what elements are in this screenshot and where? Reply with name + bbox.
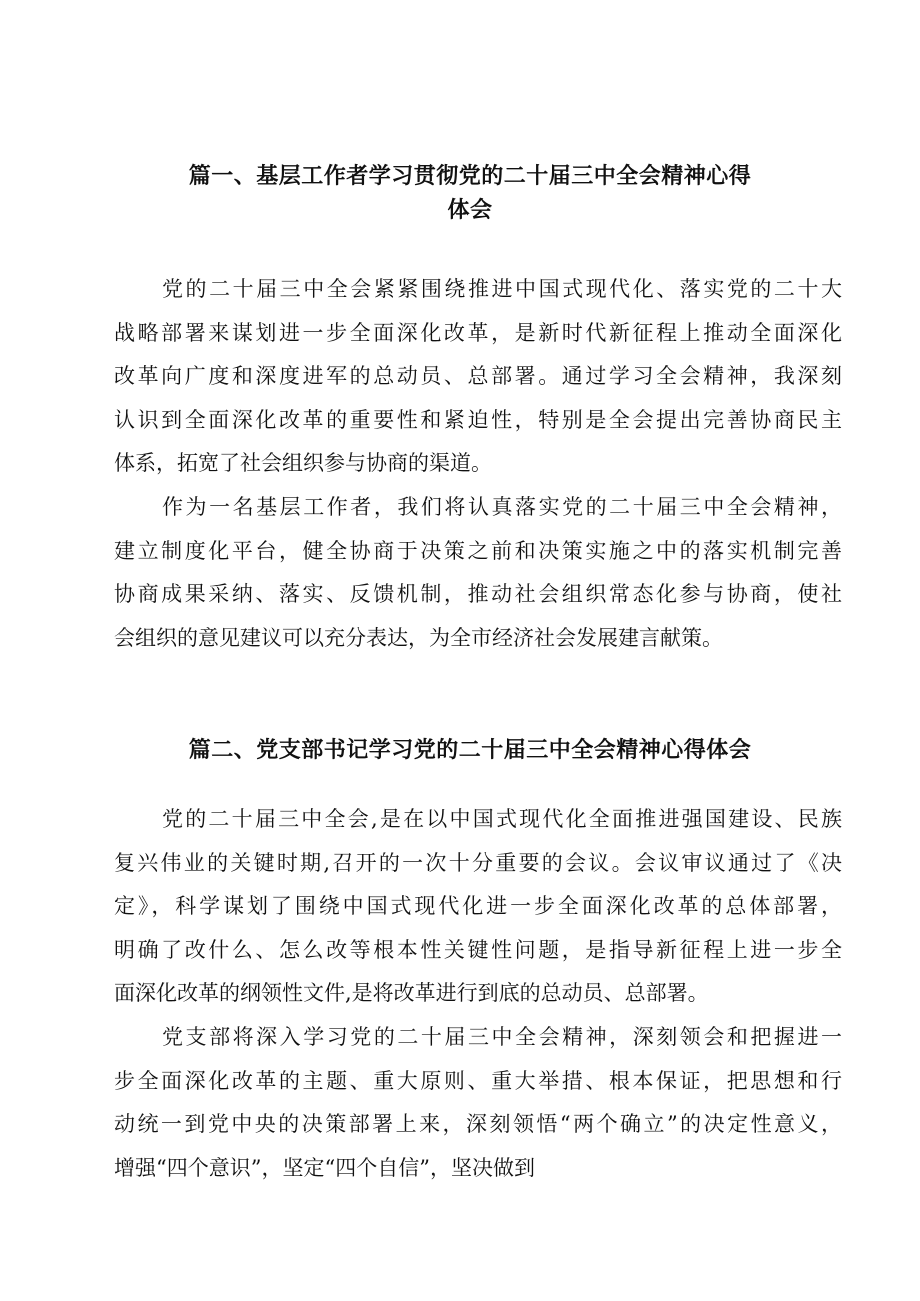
paragraph-line: 体系，拓宽了社会组织参与协商的渠道。: [114, 451, 492, 475]
paragraph-line: 面深化改革的纲领性文件,是将改革进行到底的总动员、总部署。: [114, 981, 709, 1005]
paragraph-line: 党的二十届三中全会紧紧围绕推进中国式现代化、落实党的二十大: [162, 277, 842, 301]
section-2-paragraph-2: [114, 1016, 842, 1190]
paragraph-line: 战略部署来谋划进一步全面深化改革，是新时代新征程上推动全面深化: [114, 320, 842, 345]
paragraph-line: 党支部将深入学习党的二十届三中全会精神，深刻领会和把握进一: [162, 1025, 842, 1049]
paragraph-line: 复兴伟业的关键时期,召开的一次十分重要的会议。会议审议通过了《决: [114, 850, 842, 875]
paragraph-line: 增强“四个意识”，坚定“四个自信”，坚决做到: [114, 1155, 535, 1180]
paragraph-line: 党的二十届三中全会,是在以中国式现代化全面推进强国建设、民族: [162, 807, 842, 831]
paragraph-line: 改革向广度和深度进军的总动员、总部署。通过学习全会精神，我深刻: [114, 364, 842, 388]
paragraph-line: 建立制度化平台，健全协商于决策之前和决策实施之中的落实机制完善: [114, 538, 842, 563]
section-1-paragraph-2: [114, 486, 842, 660]
paragraph-line: 明确了改什么、怎么改等根本性关键性问题，是指导新征程上进一步全: [114, 937, 842, 962]
paragraph-line: 会组织的意见建议可以充分表达，为全市经济社会发展建言献策。: [114, 625, 723, 650]
paragraph-line: 定》，科学谋划了围绕中国式现代化进一步全面深化改革的总体部署，: [114, 894, 842, 918]
section-1-title-line-1: 篇一、基层工作者学习贯彻党的二十届三中全会精神心得: [188, 164, 752, 190]
paragraph-line: 作为一名基层工作者，我们将认真落实党的二十届三中全会精神，: [162, 495, 842, 519]
section-1-paragraph-1: [114, 268, 842, 486]
paragraph-line: 认识到全面深化改革的重要性和紧迫性，特别是全会提出完善协商民主: [114, 407, 842, 432]
section-2-paragraph-1: [114, 798, 842, 1016]
section-1-title-line-2: 体会: [447, 198, 493, 224]
section-1-title: [110, 160, 830, 228]
paragraph-line: 步全面深化改革的主题、重大原则、重大举措、根本保证，把思想和行: [114, 1068, 842, 1093]
section-2-title-line-1: 篇二、党支部书记学习党的二十届三中全会精神心得体会: [188, 738, 752, 764]
paragraph-line: 动统一到党中央的决策部署上来，深刻领悟“两个确立”的决定性意义，: [114, 1112, 842, 1136]
section-2-title: [110, 734, 830, 768]
paragraph-line: 协商成果采纳、落实、反馈机制，推动社会组织常态化参与协商，使社: [114, 582, 842, 606]
